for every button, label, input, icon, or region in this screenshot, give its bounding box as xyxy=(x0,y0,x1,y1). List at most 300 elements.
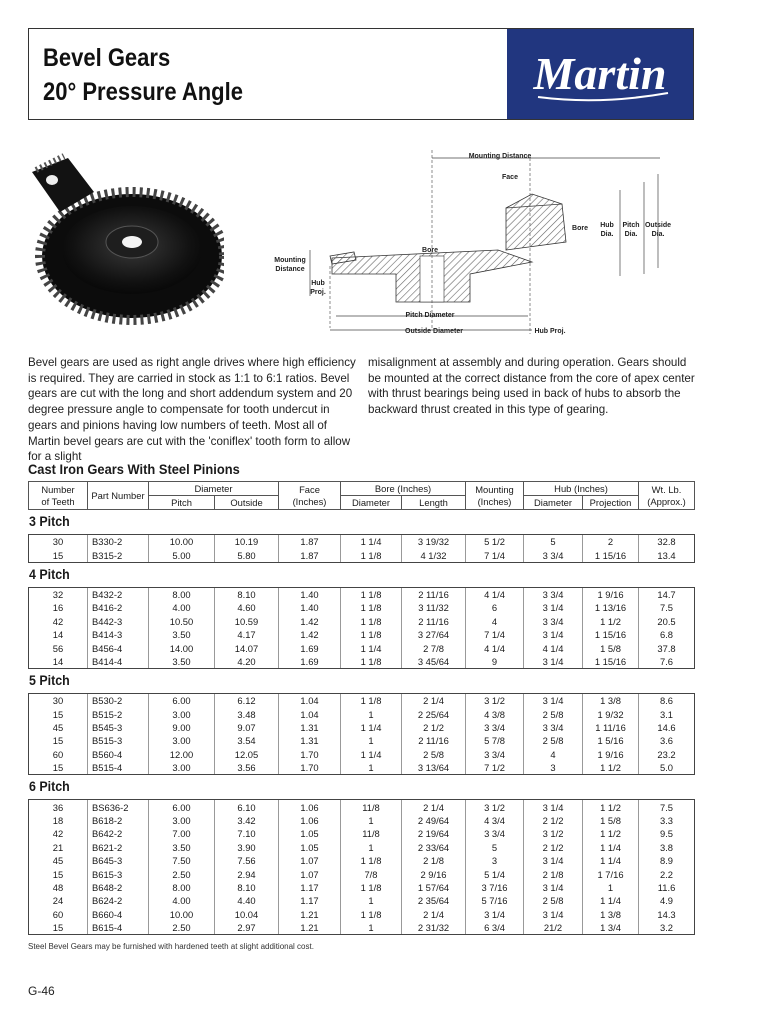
pitch-group-rows xyxy=(29,535,695,563)
table-cell: 45 xyxy=(29,721,88,734)
table-cell: 1 xyxy=(341,708,402,721)
col-hub: Hub (Inches) xyxy=(524,482,639,496)
table-cell: 2 1/2 xyxy=(524,841,583,854)
table-cell: 3 3/4 xyxy=(466,721,524,734)
table-cell: 3 1/4 xyxy=(524,881,583,894)
table-cell: 2 5/8 xyxy=(524,894,583,907)
table-cell: 7 1/4 xyxy=(466,628,524,641)
table-cell: 7.10 xyxy=(215,827,279,840)
table-cell: 6.00 xyxy=(149,800,215,814)
table-cell: 1.31 xyxy=(279,721,341,734)
table-cell: 1.07 xyxy=(279,867,341,880)
table-cell: B515-3 xyxy=(88,734,149,747)
table-cell: 7.5 xyxy=(639,601,695,614)
table-cell: 5.00 xyxy=(149,548,215,562)
col-weight: Wt. Lb. (Approx.) xyxy=(639,482,695,510)
table-cell: 3 1/2 xyxy=(466,800,524,814)
table-cell: B560-4 xyxy=(88,748,149,761)
table-cell: 3 1/4 xyxy=(524,854,583,867)
table-cell: 5 1/2 xyxy=(466,535,524,549)
table-cell: B515-2 xyxy=(88,708,149,721)
table-cell: 2 1/2 xyxy=(524,814,583,827)
table-cell: 1 5/16 xyxy=(583,734,639,747)
col-diameter: Diameter xyxy=(149,482,279,496)
table-cell: 2 9/16 xyxy=(402,867,466,880)
table-cell: 7.5 xyxy=(639,800,695,814)
diagram-label-bore-gear: Bore xyxy=(422,247,438,254)
table-cell: 4.20 xyxy=(215,655,279,669)
table-cell: 24 xyxy=(29,894,88,907)
table-cell: 3 7/16 xyxy=(466,881,524,894)
table-cell: 3 19/32 xyxy=(402,535,466,549)
table-row xyxy=(29,615,695,628)
table-cell: 56 xyxy=(29,641,88,654)
table-cell: 6.12 xyxy=(215,694,279,708)
table-cell: 2.2 xyxy=(639,867,695,880)
table-cell: 3 3/4 xyxy=(466,827,524,840)
table-cell: 8.00 xyxy=(149,587,215,601)
table-cell: 14.07 xyxy=(215,641,279,654)
table-cell: 7.56 xyxy=(215,854,279,867)
table-cell: 1.40 xyxy=(279,587,341,601)
table-cell: 3 3/4 xyxy=(524,615,583,628)
table-cell: 1 1/8 xyxy=(341,628,402,641)
table-cell: 7.50 xyxy=(149,854,215,867)
table-cell: 5.0 xyxy=(639,761,695,775)
col-mounting: Mounting (Inches) xyxy=(466,482,524,510)
table-cell: 10.59 xyxy=(215,615,279,628)
table-cell: 3 1/4 xyxy=(524,908,583,921)
table-cell: 3.8 xyxy=(639,841,695,854)
table-cell: 4 1/4 xyxy=(466,587,524,601)
table-cell: 3 1/4 xyxy=(466,908,524,921)
table-cell: 2.50 xyxy=(149,867,215,880)
table-row xyxy=(29,908,695,921)
martin-logo-graphic xyxy=(520,39,680,109)
table-cell: 3 3/4 xyxy=(524,548,583,562)
table-row xyxy=(29,587,695,601)
table-cell: 8.10 xyxy=(215,881,279,894)
table-cell: 10.00 xyxy=(149,535,215,549)
table-cell: 1.05 xyxy=(279,841,341,854)
table-cell: 11/8 xyxy=(341,800,402,814)
table-cell: 10.19 xyxy=(215,535,279,549)
table-cell: 1 xyxy=(341,841,402,854)
table-cell: 2 11/16 xyxy=(402,615,466,628)
pitch-group-title: 3 Pitch xyxy=(28,514,70,529)
table-cell: 3.1 xyxy=(639,708,695,721)
table-cell: 3 13/64 xyxy=(402,761,466,775)
table-cell: 21 xyxy=(29,841,88,854)
col-face: Face (Inches) xyxy=(279,482,341,510)
table-cell: 45 xyxy=(29,854,88,867)
diagram-label-hub-dia-2: Dia. xyxy=(600,231,614,238)
table-cell: 1 xyxy=(583,881,639,894)
table-cell: B642-2 xyxy=(88,827,149,840)
table-cell: 9 xyxy=(466,655,524,669)
table-cell: 15 xyxy=(29,761,88,775)
table-cell: 1 5/8 xyxy=(583,641,639,654)
table-cell: 1.06 xyxy=(279,800,341,814)
table-cell: 1 13/16 xyxy=(583,601,639,614)
table-cell: 1 15/16 xyxy=(583,655,639,669)
table-row xyxy=(29,655,695,669)
table-cell: 1 1/2 xyxy=(583,827,639,840)
table-row xyxy=(29,708,695,721)
diagram-label-face: Face xyxy=(502,174,518,181)
table-cell: 2 5/8 xyxy=(524,734,583,747)
pitch-group-title: 5 Pitch xyxy=(28,673,70,689)
table-cell: 21/2 xyxy=(524,921,583,935)
table-cell: 15 xyxy=(29,867,88,880)
table-cell: 1 1/4 xyxy=(583,854,639,867)
table-cell: 12.05 xyxy=(215,748,279,761)
table-cell: 60 xyxy=(29,748,88,761)
table-cell: 23.2 xyxy=(639,748,695,761)
table-cell: 4.00 xyxy=(149,601,215,614)
table-cell: 1.17 xyxy=(279,881,341,894)
table-cell: 1 xyxy=(341,921,402,935)
diagram-label-hub-dia-1: Hub xyxy=(600,222,614,229)
table-row xyxy=(29,867,695,880)
diagram-label-hub-proj-left-1: Hub xyxy=(311,280,325,287)
table-cell: 3.6 xyxy=(639,734,695,747)
table-cell: 1.87 xyxy=(279,548,341,562)
table-cell: 4 xyxy=(524,748,583,761)
table-cell: 5 7/16 xyxy=(466,894,524,907)
table-row xyxy=(29,548,695,562)
table-row xyxy=(29,894,695,907)
table-cell: 1 9/16 xyxy=(583,587,639,601)
table-cell: 1 1/4 xyxy=(341,748,402,761)
table-cell: 15 xyxy=(29,734,88,747)
table-cell: 3 45/64 xyxy=(402,655,466,669)
description-left: Bevel gears are used as right angle drives where high efficiency is required. They are carried in stock as 1:1 to 6:1 ratios. Bevel gears are cut with the long and short addendum system and 20 degree pressure angle to compensate for tooth undercut in gears and pinions having low numbers of teeth. Most all of Martin bevel gears are cut with the 'coniflex' tooth form to allow for a slight xyxy=(28,356,356,464)
col-part-number: Part Number xyxy=(88,482,149,510)
table-cell: 3.2 xyxy=(639,921,695,935)
table-cell: 1 3/8 xyxy=(583,908,639,921)
table-cell: 18 xyxy=(29,814,88,827)
table-cell: 9.00 xyxy=(149,721,215,734)
table-cell: 1.21 xyxy=(279,921,341,935)
table-cell: 1.87 xyxy=(279,535,341,549)
table-cell: 2 33/64 xyxy=(402,841,466,854)
table-cell: 12.00 xyxy=(149,748,215,761)
table-cell: 32 xyxy=(29,587,88,601)
table-cell: 6.8 xyxy=(639,628,695,641)
table-cell: 5 7/8 xyxy=(466,734,524,747)
table-row xyxy=(29,881,695,894)
table-cell: 1 1/8 xyxy=(341,615,402,628)
table-cell: 1 1/4 xyxy=(341,721,402,734)
table-cell: 1.42 xyxy=(279,628,341,641)
col-bore-length: Length xyxy=(402,496,466,510)
table-cell: 1.06 xyxy=(279,814,341,827)
table-cell: 6 3/4 xyxy=(466,921,524,935)
table-cell: B545-3 xyxy=(88,721,149,734)
table-cell: 1 1/4 xyxy=(583,894,639,907)
table-cell: 5 xyxy=(524,535,583,549)
table-cell: 1 1/2 xyxy=(583,615,639,628)
table-cell: 3.50 xyxy=(149,655,215,669)
table-cell: 30 xyxy=(29,694,88,708)
table-cell: 4.60 xyxy=(215,601,279,614)
page-number: G-46 xyxy=(28,984,55,998)
table-cell: 2 25/64 xyxy=(402,708,466,721)
col-pitch: Pitch xyxy=(149,496,215,510)
table-row xyxy=(29,601,695,614)
pitch-group-title: 4 Pitch xyxy=(28,566,70,582)
table-cell: 2 1/4 xyxy=(402,694,466,708)
table-row xyxy=(29,748,695,761)
table-header xyxy=(29,482,695,510)
diagram-label-bore-pinion: Bore xyxy=(572,225,588,232)
table-cell: 1 1/8 xyxy=(341,601,402,614)
table-cell: 7.6 xyxy=(639,655,695,669)
table-cell: 3.54 xyxy=(215,734,279,747)
table-cell: B530-2 xyxy=(88,694,149,708)
pitch-group-header xyxy=(29,775,695,800)
table-cell: 1.70 xyxy=(279,761,341,775)
table-cell: 1.40 xyxy=(279,601,341,614)
table-cell: 1.31 xyxy=(279,734,341,747)
table-row xyxy=(29,761,695,775)
pitch-group-header xyxy=(29,562,695,587)
table-cell: 4.9 xyxy=(639,894,695,907)
table-cell: 30 xyxy=(29,535,88,549)
table-cell: 2.97 xyxy=(215,921,279,935)
col-hub-projection: Projection xyxy=(583,496,639,510)
table-cell: 3.56 xyxy=(215,761,279,775)
table-cell: B624-2 xyxy=(88,894,149,907)
table-cell: 1 5/8 xyxy=(583,814,639,827)
table-cell: B456-4 xyxy=(88,641,149,654)
table-cell: 4 xyxy=(466,615,524,628)
table-cell: 7/8 xyxy=(341,867,402,880)
table-row xyxy=(29,814,695,827)
table-cell: 4.17 xyxy=(215,628,279,641)
table-row xyxy=(29,694,695,708)
table-cell: 1 1/8 xyxy=(341,854,402,867)
table-cell: 4.40 xyxy=(215,894,279,907)
table-row xyxy=(29,734,695,747)
diagram-label-hub-proj-bottom: Hub Proj. xyxy=(534,328,566,335)
table-cell: 2 1/8 xyxy=(524,867,583,880)
table-cell: 3.42 xyxy=(215,814,279,827)
diagram-label-pitch-diameter: Pitch Diameter xyxy=(405,312,455,319)
table-cell: 1.69 xyxy=(279,641,341,654)
table-cell: 3 1/4 xyxy=(524,800,583,814)
page-header xyxy=(28,28,694,120)
diagram-label-hub-proj-left-2: Proj. xyxy=(310,289,326,296)
table-cell: 1.69 xyxy=(279,655,341,669)
table-cell: 3 1/4 xyxy=(524,655,583,669)
table-cell: 15 xyxy=(29,708,88,721)
table-cell: B515-4 xyxy=(88,761,149,775)
table-cell: B648-2 xyxy=(88,881,149,894)
table-cell: 1 1/8 xyxy=(341,587,402,601)
table-cell: 32.8 xyxy=(639,535,695,549)
title-line-1: Bevel Gears xyxy=(43,44,171,72)
table-cell: 3 1/4 xyxy=(524,694,583,708)
col-hub-diameter: Diameter xyxy=(524,496,583,510)
table-cell: 16 xyxy=(29,601,88,614)
table-cell: 1 3/4 xyxy=(583,921,639,935)
diagram-label-mounting-left-1: Mounting xyxy=(274,257,306,264)
table-cell: 3 1/2 xyxy=(524,827,583,840)
table-cell: 7 1/4 xyxy=(466,548,524,562)
pitch-group-header xyxy=(29,669,695,694)
col-outside: Outside xyxy=(215,496,279,510)
table-cell: 42 xyxy=(29,827,88,840)
col-bore-diameter: Diameter xyxy=(341,496,402,510)
table-cell: 37.8 xyxy=(639,641,695,654)
table-cell: 11/8 xyxy=(341,827,402,840)
table-row xyxy=(29,535,695,549)
pitch-group-rows xyxy=(29,800,695,935)
table-cell: 1.42 xyxy=(279,615,341,628)
table-cell: 3.48 xyxy=(215,708,279,721)
table-cell: 1.70 xyxy=(279,748,341,761)
table-cell: B660-4 xyxy=(88,908,149,921)
table-cell: 1.04 xyxy=(279,708,341,721)
table-cell: 3 3/4 xyxy=(466,748,524,761)
diagram-label-mounting-distance: Mounting Distance xyxy=(468,153,532,160)
table-cell: 2 11/16 xyxy=(402,734,466,747)
table-cell: 3.00 xyxy=(149,708,215,721)
table-cell: 3 3/4 xyxy=(524,587,583,601)
table-cell: 2 5/8 xyxy=(524,708,583,721)
table-cell: B618-2 xyxy=(88,814,149,827)
table-cell: 1 1/8 xyxy=(341,881,402,894)
description-right: misalignment at assembly and during operation. Gears should be mounted at the correct distance from the core of apex center with thrust bearings being used in back of hubs to absorb the backward thrust created in this type of gearing. xyxy=(368,356,695,417)
table-cell: 60 xyxy=(29,908,88,921)
table-cell: 2.50 xyxy=(149,921,215,935)
table-row xyxy=(29,628,695,641)
table-cell: 2 31/32 xyxy=(402,921,466,935)
table-cell: 2 7/8 xyxy=(402,641,466,654)
table-cell: 1 1/8 xyxy=(341,694,402,708)
table-cell: 3 27/64 xyxy=(402,628,466,641)
table-row xyxy=(29,827,695,840)
table-cell: 14 xyxy=(29,628,88,641)
table-cell: 42 xyxy=(29,615,88,628)
table-cell: 5 xyxy=(466,841,524,854)
table-cell: B615-3 xyxy=(88,867,149,880)
table-cell: 4 1/4 xyxy=(524,641,583,654)
col-number-of-teeth: Number of Teeth xyxy=(29,482,88,510)
diagram-label-pitch-dia-2: Dia. xyxy=(624,231,638,238)
table-cell: 1 9/32 xyxy=(583,708,639,721)
table-cell: 1 xyxy=(341,894,402,907)
brand-logo xyxy=(507,29,693,119)
table-cell: 1 1/2 xyxy=(583,800,639,814)
table-cell: 1 1/4 xyxy=(341,535,402,549)
table-cell: 6.10 xyxy=(215,800,279,814)
table-cell: 2 19/64 xyxy=(402,827,466,840)
table-row xyxy=(29,921,695,935)
table-cell: BS636-2 xyxy=(88,800,149,814)
table-row xyxy=(29,641,695,654)
table-cell: 5.80 xyxy=(215,548,279,562)
diagram-label-mounting-left-2: Distance xyxy=(275,266,305,273)
table-cell: 1 15/16 xyxy=(583,548,639,562)
diagram-label-outside-dia-1: Outside xyxy=(644,222,672,229)
table-cell: 3 1/4 xyxy=(524,628,583,641)
footnote: Steel Bevel Gears may be furnished with hardened teeth at slight additional cost. xyxy=(28,942,314,951)
table-cell: 1 xyxy=(341,814,402,827)
pitch-group-title: 6 Pitch xyxy=(28,779,70,795)
table-cell: 10.00 xyxy=(149,908,215,921)
table-cell: 14 xyxy=(29,655,88,669)
table-cell: 48 xyxy=(29,881,88,894)
table-cell: 15 xyxy=(29,548,88,562)
table-cell: 2 1/4 xyxy=(402,800,466,814)
table-cell: 1 11/16 xyxy=(583,721,639,734)
table-cell: 2.94 xyxy=(215,867,279,880)
table-cell: B442-3 xyxy=(88,615,149,628)
table-cell: 11.6 xyxy=(639,881,695,894)
table-cell: 14.3 xyxy=(639,908,695,921)
brand-logo-text: Martin xyxy=(533,48,667,99)
table-cell: B432-2 xyxy=(88,587,149,601)
table-cell: 3.00 xyxy=(149,734,215,747)
bevel-gear-dimension-diagram xyxy=(270,146,690,342)
table-cell: 3.50 xyxy=(149,628,215,641)
table-cell: B645-3 xyxy=(88,854,149,867)
table-cell: 14.6 xyxy=(639,721,695,734)
table-cell: B330-2 xyxy=(88,535,149,549)
table-cell: 8.9 xyxy=(639,854,695,867)
table-cell: 5 1/4 xyxy=(466,867,524,880)
table-cell: 2 5/8 xyxy=(402,748,466,761)
table-cell: 3 11/32 xyxy=(402,601,466,614)
table-row xyxy=(29,800,695,814)
table-cell: 36 xyxy=(29,800,88,814)
table-cell: B416-2 xyxy=(88,601,149,614)
table-cell: 13.4 xyxy=(639,548,695,562)
table-cell: 1 9/16 xyxy=(583,748,639,761)
table-cell: 3.3 xyxy=(639,814,695,827)
table-cell: 9.07 xyxy=(215,721,279,734)
col-bore: Bore (Inches) xyxy=(341,482,466,496)
table-cell: 14.00 xyxy=(149,641,215,654)
table-cell: B414-3 xyxy=(88,628,149,641)
table-cell: 1.21 xyxy=(279,908,341,921)
page-title xyxy=(43,41,243,109)
table-cell: 1 1/8 xyxy=(341,548,402,562)
table-cell: 1.17 xyxy=(279,894,341,907)
table-cell: 2 35/64 xyxy=(402,894,466,907)
table-cell: 2 xyxy=(583,535,639,549)
table-cell: 2 1/2 xyxy=(402,721,466,734)
table-cell: 3 xyxy=(466,854,524,867)
table-cell: 1.04 xyxy=(279,694,341,708)
table-cell: 10.04 xyxy=(215,908,279,921)
table-cell: 2 11/16 xyxy=(402,587,466,601)
table-cell: 3 xyxy=(524,761,583,775)
bevel-gear-photo xyxy=(28,150,224,326)
table-cell: 4.00 xyxy=(149,894,215,907)
pitch-group-rows xyxy=(29,694,695,775)
table-cell: 3.90 xyxy=(215,841,279,854)
table-cell: 8.00 xyxy=(149,881,215,894)
table-row xyxy=(29,841,695,854)
table-cell: 1 xyxy=(341,734,402,747)
table-cell: 4 3/4 xyxy=(466,814,524,827)
table-cell: 7.00 xyxy=(149,827,215,840)
section-title: Cast Iron Gears With Steel Pinions xyxy=(28,461,240,477)
